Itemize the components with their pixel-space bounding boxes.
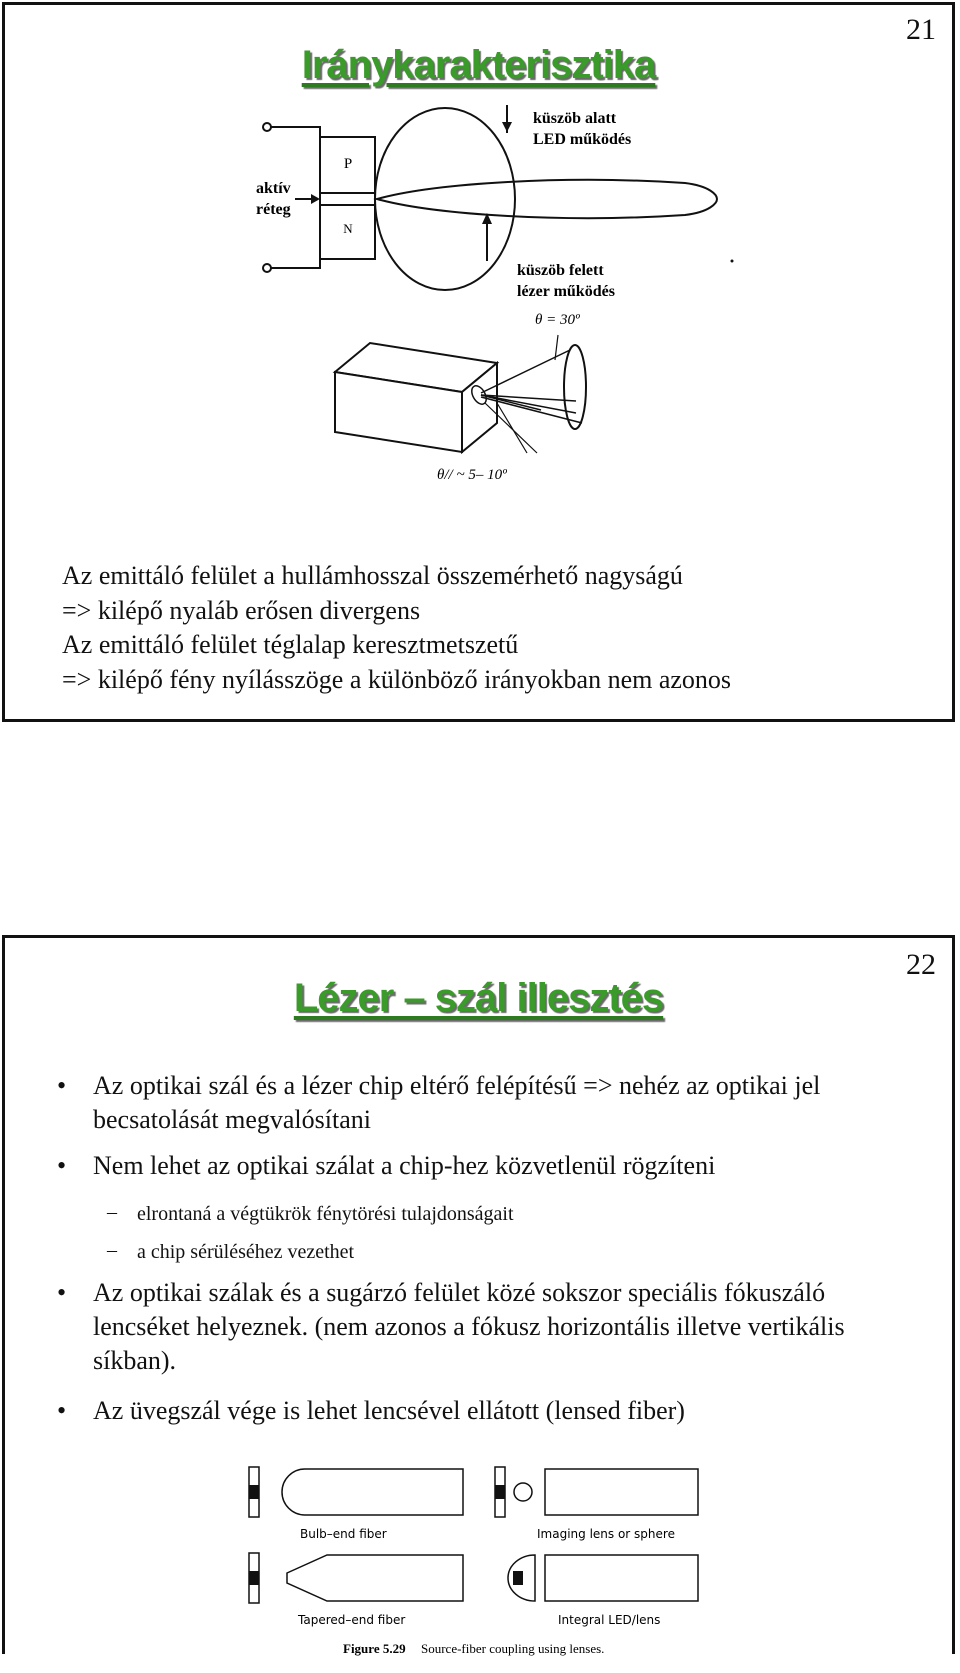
bullet-marker: • <box>57 1151 67 1180</box>
integral-led-lens <box>508 1555 698 1627</box>
integral-emitter <box>513 1571 523 1585</box>
slide-number: 22 <box>906 948 936 981</box>
p-region-label: P <box>343 156 353 172</box>
bullet-marker: • <box>57 1396 67 1425</box>
straight-fiber <box>545 1469 698 1515</box>
slide-number: 21 <box>906 13 936 46</box>
bullet-marker: • <box>57 1278 67 1307</box>
text-line: => kilépő fény nyílásszöge a különböző irányokban nem azonos <box>62 665 732 694</box>
stray-dot <box>731 260 734 263</box>
tapered-end-fiber <box>249 1553 463 1627</box>
subbullet-marker: – <box>107 1201 117 1223</box>
bullet-marker: • <box>57 1071 67 1100</box>
figure-label: Bulb–end fiber <box>300 1527 387 1541</box>
active-layer-label: réteg <box>256 201 291 218</box>
slide-21 <box>2 2 955 722</box>
bullet-text: Nem lehet az optikai szálat a chip-hez közvetlenül rögzíteni <box>93 1151 716 1180</box>
text-line: Az emittáló felület a hullámhosszal összemérhető nagyságú <box>62 561 683 590</box>
text-line: Az emittáló felület téglalap keresztmetszetű <box>62 630 519 659</box>
bulb-fiber <box>282 1469 463 1515</box>
straight-fiber <box>545 1555 698 1601</box>
slide-title: Iránykarakterisztika <box>301 43 656 87</box>
slide-title: Lézer – szál illesztés <box>293 976 664 1020</box>
subbullet-marker: – <box>107 1239 117 1261</box>
angle-perpendicular-label: θ = 30º <box>535 312 580 328</box>
radiation-pattern-diagram <box>5 5 958 485</box>
figure-label: Imaging lens or sphere <box>537 1527 675 1541</box>
led-pattern <box>375 108 515 290</box>
bulb-end-fiber <box>249 1467 463 1541</box>
figure-label: Integral LED/lens <box>558 1613 661 1627</box>
slide-22 <box>2 935 955 1654</box>
beam-divergence-line <box>485 403 537 453</box>
subbullet-text: elrontaná a végtükrök fénytörési tulajdonságait <box>137 1203 514 1225</box>
beam-cross-section <box>564 345 586 429</box>
bullet-text: Az üvegszál vége is lehet lencsével ellátott (lensed fiber) <box>93 1396 685 1425</box>
active-layer-label: aktív <box>256 180 291 197</box>
top-wire <box>270 127 320 137</box>
source-emitter <box>249 1571 259 1585</box>
beam-divergence-line <box>497 403 527 453</box>
imaging-lens <box>495 1467 698 1541</box>
tapered-fiber <box>287 1555 463 1601</box>
bullet-text: Az optikai szálak és a sugárzó felület közé sokszor speciális fókuszáló lencséket helyeznek. (nem azonos a fókusz horizontális illetve vertikális síkban). <box>93 1278 845 1375</box>
n-region-label: N <box>343 221 353 236</box>
led-label: küszöb alatt <box>533 110 617 127</box>
bottom-terminal <box>263 264 271 272</box>
bullet-text: Az optikai szál és a lézer chip eltérő felépítésű => nehéz az optikai jel becsatolását megvalósítani <box>93 1071 821 1134</box>
top-terminal <box>263 123 271 131</box>
laser-label: lézer működés <box>517 283 615 300</box>
lens-coupling-figure <box>5 1443 958 1673</box>
laser-lobe <box>377 180 717 218</box>
text-line: => kilépő nyaláb erősen divergens <box>62 596 421 625</box>
source-emitter <box>495 1485 505 1499</box>
figure-label: Tapered–end fiber <box>298 1613 406 1627</box>
subbullet-text: a chip sérüléséhez vezethet <box>137 1241 355 1263</box>
active-layer-arrowhead <box>311 194 320 204</box>
laser-label: küszöb felett <box>517 262 604 279</box>
led-arrowhead <box>502 122 512 132</box>
figure-caption-bold: Figure 5.29 <box>343 1641 406 1656</box>
bottom-wire <box>270 259 320 268</box>
angle-parallel-label: θ// ~ 5– 10º <box>437 467 507 483</box>
led-label: LED működés <box>533 131 632 148</box>
figure-caption: Source-fiber coupling using lenses. <box>421 1641 605 1656</box>
source-emitter <box>249 1485 259 1499</box>
lens-sphere <box>514 1483 532 1501</box>
